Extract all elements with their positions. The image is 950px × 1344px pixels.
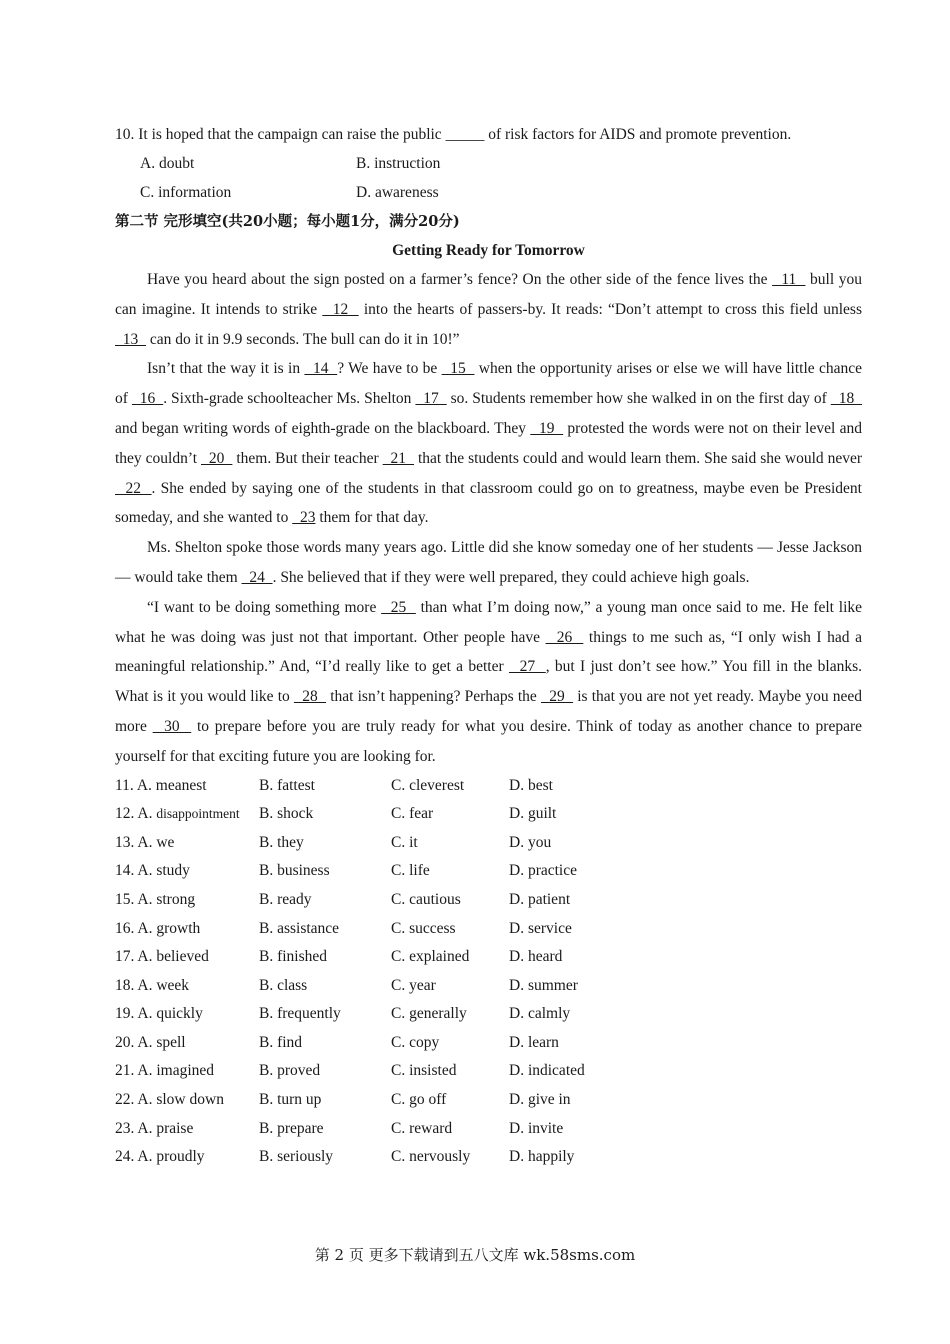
passage-text: to prepare before you are truly ready for what you desire. Think of today as another chance to prepare yourself for that exciting future you are looking for. [115, 717, 863, 765]
choice-row-17 [115, 943, 629, 972]
passage-text: protested the words were not on their level and they couldn’t [115, 419, 863, 467]
choice-16-d: D. service [509, 919, 572, 937]
blank-20: 20 [201, 449, 233, 467]
blank-12: 12 [322, 300, 359, 318]
choice-18-b: B. class [259, 976, 308, 994]
choice-23-b: B. prepare [259, 1119, 324, 1137]
choice-19-c: C. generally [391, 1005, 467, 1023]
passage-text: . She believed that if they were well prepared, they could achieve high goals. [272, 568, 750, 586]
passage-paragraph-1 [115, 265, 862, 354]
choice-row-21 [115, 1057, 629, 1086]
choice-23-c: C. reward [391, 1119, 453, 1137]
choice-20-d: D. learn [509, 1033, 559, 1051]
choice-16-b: B. assistance [259, 919, 340, 937]
passage-text: than what I’m doing now,” a young man once said to me. He felt like what he was doing was just not that important. Other people have [115, 598, 863, 646]
blank-18: 18 [830, 390, 863, 408]
choice-row-13 [115, 829, 629, 858]
choice-12-a [115, 800, 259, 829]
question-10-option-c: C. information [140, 184, 232, 201]
passage-text: them. But their teacher [232, 449, 383, 467]
choice-15-b: B. ready [259, 890, 312, 908]
passage-text: so. Students remember how she walked in on the first day of [446, 390, 831, 408]
choice-22-d: D. give in [509, 1091, 571, 1109]
choice-row-11 [115, 772, 629, 801]
choice-row-20 [115, 1029, 629, 1058]
exam-page [115, 120, 862, 1172]
choice-12-d: D. guilt [509, 805, 557, 823]
passage-text: . Sixth-grade schoolteacher Ms. Shelton [163, 390, 416, 408]
choice-22-b: B. turn up [259, 1091, 322, 1109]
choice-15-c: C. cautious [391, 890, 461, 908]
question-10-options-row-1 [115, 149, 862, 178]
passage-paragraph-3 [115, 533, 862, 593]
choice-13-c: C. it [391, 833, 418, 851]
choice-row-15 [115, 886, 629, 915]
blank-16: 16 [131, 390, 164, 408]
blank-14: 14 [304, 360, 338, 378]
choice-12-c: C. fear [391, 805, 434, 823]
choice-row-12 [115, 800, 629, 829]
choice-18-c: C. year [391, 976, 436, 994]
blank-25: 25 [381, 598, 416, 616]
page-footer: 第 2 页 更多下载请到五八文库 wk.58sms.com [314, 1246, 636, 1264]
passage-text: . She ended by saying one of the students in that classroom could go on to greatness, maybe even be President someday, and she wanted to [115, 479, 862, 527]
choice-20-b: B. find [259, 1033, 303, 1051]
choice-18-d: D. summer [509, 976, 578, 994]
choice-22-a: 22. A. slow down [115, 1091, 224, 1109]
choice-12-b: B. shock [259, 805, 314, 823]
choice-22-c: C. go off [391, 1091, 447, 1109]
question-10-stem: 10. It is hoped that the campaign can raise the public _____ of risk factors for AIDS and promote prevention. [115, 126, 792, 143]
choice-21-c: C. insisted [391, 1062, 457, 1080]
choice-15-a: 15. A. strong [115, 890, 196, 908]
choice-19-a: 19. A. quickly [115, 1005, 203, 1023]
blank-30: 30 [152, 717, 192, 735]
choice-21-d: D. indicated [509, 1062, 585, 1080]
passage-text: and began writing words of eighth-grade on the blackboard. They [115, 419, 531, 437]
choice-row-22 [115, 1086, 629, 1115]
choice-13-a: 13. A. we [115, 833, 175, 851]
passage-text: , but I just don’t see how.” You fill in the blanks. What is it you would like to [115, 658, 863, 706]
choice-11-d: D. best [509, 776, 553, 794]
choice-19-d: D. calmly [509, 1005, 571, 1023]
choice-row-24 [115, 1143, 629, 1172]
passage-text: that the students could and would learn them. She said she would never [414, 449, 863, 467]
choice-18-a: 18. A. week [115, 976, 190, 994]
passage-title: Getting Ready for Tomorrow [392, 242, 585, 259]
blank-22: 22 [115, 479, 152, 497]
blank-17: 17 [415, 390, 447, 408]
passage-text: can do it in 9.9 seconds. The bull can do it in 10!” [146, 330, 460, 348]
choice-14-c: C. life [391, 862, 430, 880]
choice-17-b: B. finished [259, 948, 328, 966]
blank-29: 29 [540, 688, 574, 706]
question-10-options-row-2 [115, 178, 862, 207]
choice-14-d: D. practice [509, 862, 577, 880]
blank-19: 19 [530, 419, 564, 437]
blank-27: 27 [508, 658, 546, 676]
choice-row-16 [115, 915, 629, 944]
choice-row-14 [115, 857, 629, 886]
choice-row-23 [115, 1115, 629, 1144]
passage-text: “I want to be doing something more [147, 598, 382, 616]
question-10-option-b: B. instruction [356, 155, 441, 172]
passage-text: Have you heard about the sign posted on a farmer’s fence? On the other side of the fence lives the [147, 271, 773, 288]
passage-text: Ms. Shelton spoke those words many years ago. Little did she know someday one of her students — Jesse Jackson — would take them [115, 539, 862, 586]
choice-11-b: B. fattest [259, 776, 315, 794]
choice-24-a: 24. A. proudly [115, 1148, 205, 1166]
choice-20-a: 20. A. spell [115, 1033, 186, 1051]
passage-paragraph-2 [115, 354, 862, 533]
passage-text: is that you are not yet ready. Maybe you need more [115, 688, 862, 735]
passage-text: ? We have to be [337, 360, 442, 378]
choice-24-d: D. happily [509, 1148, 575, 1166]
question-10-option-d: D. awareness [356, 184, 439, 201]
passage-text: bull you can imagine. It intends to strike [115, 271, 862, 318]
choice-13-b: B. they [259, 833, 304, 851]
blank-28: 28 [293, 688, 327, 706]
cloze-choices-table [115, 772, 629, 1172]
choice-17-c: C. explained [391, 948, 470, 966]
choice-number-label: 12. A. [115, 805, 157, 823]
question-10-option-a: A. doubt [140, 155, 195, 172]
passage-text: Isn’t that the way it is in [147, 360, 305, 378]
choice-19-b: B. frequently [259, 1005, 341, 1023]
passage-text: things to me such as, “I only wish I had a meaningful relationship.” And, “I’d really like to get a better [115, 628, 862, 676]
choice-17-d: D. heard [509, 948, 563, 966]
choice-21-a: 21. A. imagined [115, 1062, 215, 1080]
blank-24: 24 [241, 568, 273, 586]
choice-20-c: C. copy [391, 1033, 440, 1051]
choice-row-19 [115, 1000, 629, 1029]
passage-text: them for that day. [315, 509, 429, 527]
choice-24-b: B. seriously [259, 1148, 334, 1166]
choice-23-a: 23. A. praise [115, 1119, 194, 1137]
choice-24-c: C. nervously [391, 1148, 471, 1166]
choice-14-a: 14. A. study [115, 862, 190, 880]
choice-15-d: D. patient [509, 890, 571, 908]
blank-13: 13 [115, 330, 146, 348]
blank-21: 21 [382, 449, 414, 467]
passage-paragraph-4 [115, 593, 862, 772]
choice-11-a: 11. A. meanest [115, 776, 207, 794]
blank-23: 23 [292, 509, 316, 527]
choice-row-18 [115, 972, 629, 1001]
section-header: 第二节 完形填空(共20小题；每小题1分，满分20分) [115, 213, 460, 230]
blank-15: 15 [441, 360, 475, 378]
choice-23-d: D. invite [509, 1119, 564, 1137]
passage-text: when the opportunity arises or else we will have little chance of [115, 360, 862, 408]
choice-21-b: B. proved [259, 1062, 321, 1080]
passage-text: into the hearts of passers-by. It reads: “Don’t attempt to cross this field unless [358, 300, 862, 318]
choice-16-a: 16. A. growth [115, 919, 201, 937]
choice-11-c: C. cleverest [391, 776, 465, 794]
choice-14-b: B. business [259, 862, 330, 880]
choice-17-a: 17. A. believed [115, 948, 209, 966]
choice-16-c: C. success [391, 919, 456, 937]
blank-26: 26 [545, 628, 584, 646]
passage-text: that isn’t happening? Perhaps the [326, 688, 541, 706]
choice-13-d: D. you [509, 833, 552, 851]
blank-11: 11 [772, 271, 806, 288]
choice-word-small: disappointment [156, 806, 240, 822]
